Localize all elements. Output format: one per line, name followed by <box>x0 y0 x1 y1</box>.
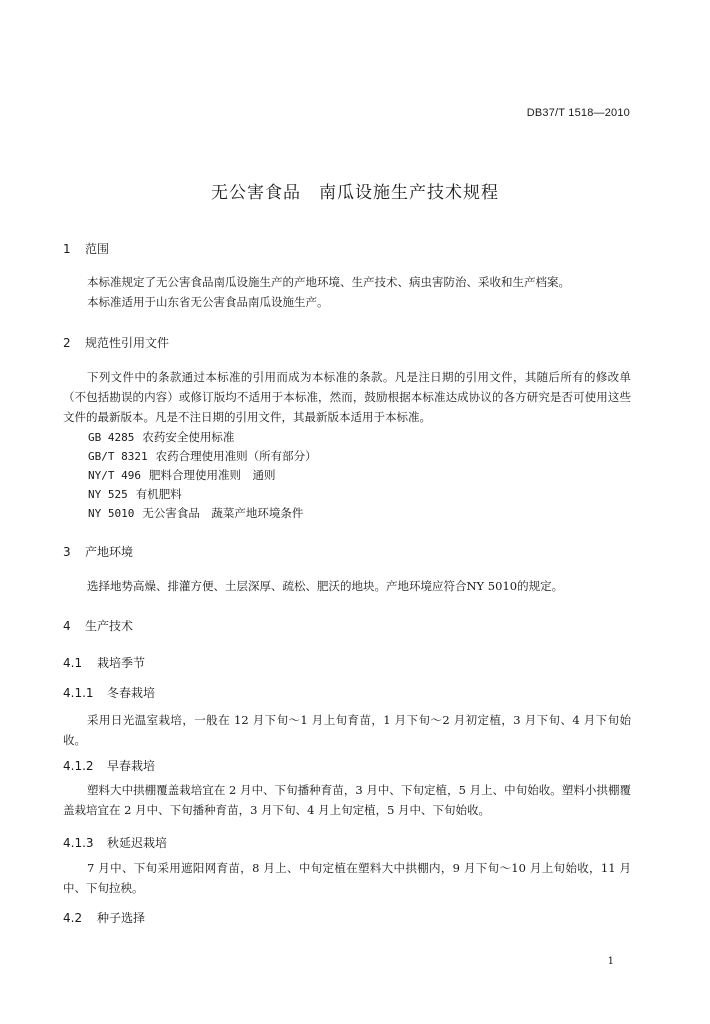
section-title: 栽培季节 <box>97 656 146 670</box>
document-title: 无公害食品 南瓜设施生产技术规程 <box>211 183 499 203</box>
section-number: 3 <box>63 545 71 559</box>
section-1-paragraph-1: 本标准规定了无公害食品南瓜设施生产的产地环境、生产技术、病虫害防治、采收和生产档案。 <box>87 275 570 289</box>
section-1-paragraph-2: 本标准适用于山东省无公害食品南瓜设施生产。 <box>87 295 329 309</box>
section-4-1-1-heading <box>63 684 155 701</box>
section-title: 产地环境 <box>85 545 134 559</box>
reference-item <box>88 505 303 521</box>
reference-code: NY 5010 <box>88 507 135 520</box>
section-title: 范围 <box>85 242 110 256</box>
reference-item <box>88 467 275 483</box>
section-4-1-3-paragraph-1: 7 月中、下旬采用遮阳网育苗，8 月上、中旬定植在塑料大中拱棚内，9 月下旬～10 月上旬始收，11 月中、下旬拉秧。 <box>63 861 631 895</box>
reference-code: NY/T 496 <box>88 469 141 482</box>
section-4-1-2-heading <box>63 757 155 774</box>
section-3-paragraph-1: 选择地势高燥、排灌方便、土层深厚、疏松、肥沃的地块。产地环境应符合NY 5010的规定。 <box>87 579 564 593</box>
section-3-heading <box>63 543 133 560</box>
section-number: 4.1.3 <box>63 836 94 850</box>
section-4-2-heading <box>63 909 145 926</box>
section-title: 早春栽培 <box>107 759 156 773</box>
section-4-heading <box>63 617 133 634</box>
section-title: 规范性引用文件 <box>85 336 170 350</box>
reference-title: 无公害食品 蔬菜产地环境条件 <box>142 506 304 520</box>
section-number: 4.1.1 <box>63 686 94 700</box>
section-4-1-1-paragraph-1: 采用日光温室栽培，一般在 12 月下旬～1 月上旬育苗，1 月下旬～2 月初定植，3 月下旬、4 月下旬始收。 <box>63 713 631 747</box>
reference-item <box>88 429 234 445</box>
section-number: 2 <box>63 336 71 350</box>
section-4-1-2-paragraph-1: 塑料大中拱棚覆盖栽培宜在 2 月中、下旬播种育苗，3 月中、下旬定植，5 月上、中旬始收。塑料小拱棚覆盖栽培宜在 2 月中、下旬播种育苗，3 月下旬、4 月上旬定植，5 月中、下旬始收。 <box>63 783 631 817</box>
reference-item <box>88 486 182 502</box>
section-4-1-3-heading <box>63 834 167 851</box>
section-2-paragraph-1: 下列文件中的条款通过本标准的引用而成为本标准的条款。凡是注日期的引用文件，其随后所有的修改单（不包括勘误的内容）或修订版均不适用于本标准，然而，鼓励根据本标准达成协议的各方研究是否可使用这些文件的最新版本。凡是不注日期的引用文件，其最新版本适用于本标准。 <box>63 370 631 424</box>
reference-code: NY 525 <box>88 488 128 501</box>
reference-title: 农药安全使用标准 <box>142 430 235 444</box>
standard-code: DB37/T 1518—2010 <box>526 107 630 119</box>
section-title: 生产技术 <box>85 619 134 633</box>
section-title: 冬春栽培 <box>107 686 156 700</box>
section-number: 4.2 <box>63 911 83 925</box>
reference-item <box>88 448 317 464</box>
section-number: 4.1.2 <box>63 759 94 773</box>
reference-code: GB 4285 <box>88 431 135 444</box>
section-4-1-heading <box>63 654 145 671</box>
section-number: 4.1 <box>63 656 83 670</box>
section-2-heading <box>63 334 169 351</box>
reference-title: 有机肥料 <box>135 487 182 501</box>
section-title: 种子选择 <box>97 911 146 925</box>
page-number: 1 <box>607 956 614 967</box>
section-number: 4 <box>63 619 71 633</box>
reference-title: 肥料合理使用准则 通则 <box>148 468 276 482</box>
reference-code: GB/T 8321 <box>88 450 148 463</box>
section-title: 秋延迟栽培 <box>107 836 168 850</box>
section-1-heading <box>63 240 109 257</box>
section-number: 1 <box>63 242 71 256</box>
reference-title: 农药合理使用准则（所有部分） <box>155 449 317 463</box>
